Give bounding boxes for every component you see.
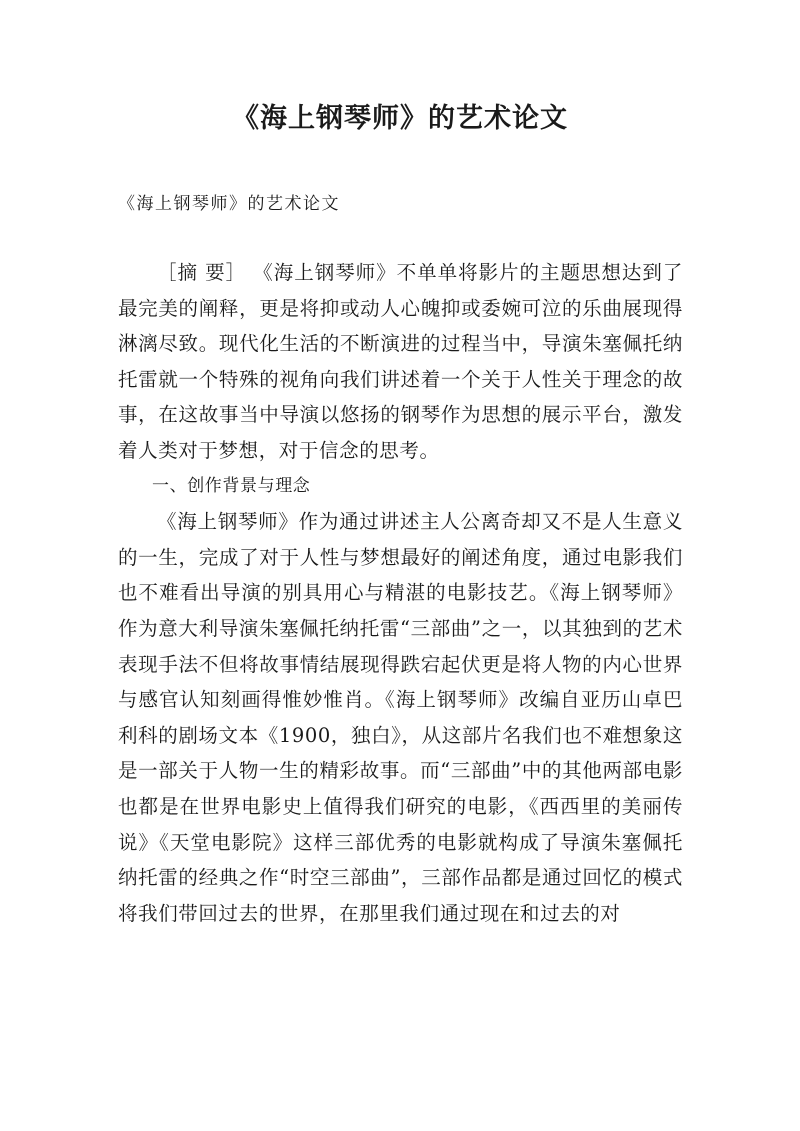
document-subtitle: 《海上钢琴师》的艺术论文 xyxy=(118,194,340,214)
abstract-paragraph: ［摘 要］ 《海上钢琴师》不单单将影片的主题思想达到了最完美的阐释，更是将抑或动人心魄抑或委婉可泣的乐曲展现得淋漓尽致。现代化生活的不断演进的过程当中，导演朱塞佩托纳托雷就一个特殊的视角向我们讲述着一个关于人性关于理念的故事，在这故事当中导演以悠扬的钢琴作为思想的展示平台，激发着人类对于梦想，对于信念的思考。 xyxy=(118,261,683,462)
body-paragraph: 《海上钢琴师》作为通过讲述主人公离奇却又不是人生意义的一生，完成了对于人性与梦想最好的阐述角度，通过电影我们也不难看出导演的别具用心与精湛的电影技艺。《海上钢琴师》作为意大利导演朱塞佩托纳托雷“三部曲”之一，以其独到的艺术表现手法不但将故事情结展现得跌宕起伏更是将人物的内心世界与感官认知刻画得惟妙惟肖。《海上钢琴师》改编自亚历山卓巴利科的剧场文本《1900，独白》，从这部片名我们也不难想象这是一部关于人物一生的精彩故事。而“三部曲”中的其他两部电影也都是在世界电影史上值得我们研究的电影，《西西里的美丽传说》《天堂电影院》这样三部优秀的电影就构成了导演朱塞佩托纳托雷的经典之作“时空三部曲”，三部作品都是通过回忆的模式将我们带回过去的世界，在那里我们通过现在和过去的对 xyxy=(118,510,683,925)
section-heading: 一、创作背景与理念 xyxy=(152,475,311,496)
document-body xyxy=(118,255,683,931)
document-title: 《海上钢琴师》的艺术论文 xyxy=(232,103,568,134)
